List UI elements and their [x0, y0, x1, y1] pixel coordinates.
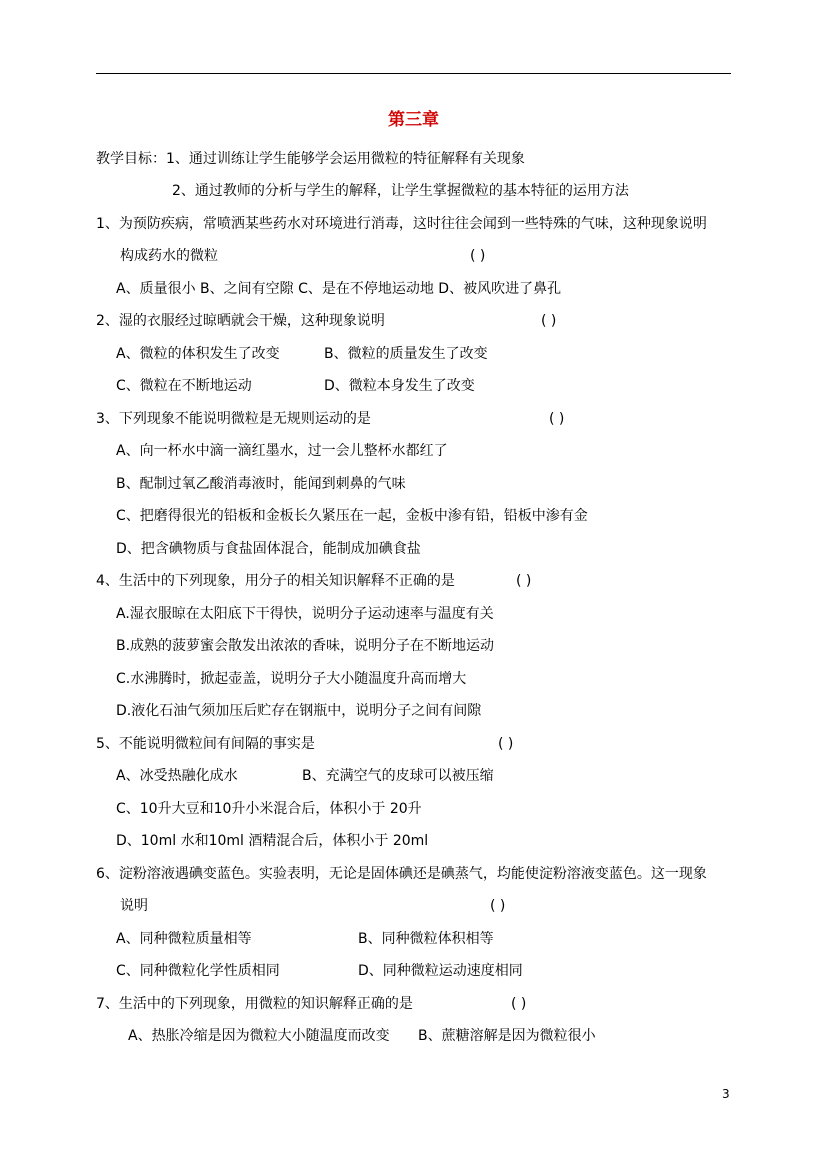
- question-6-option-d: D、同种微粒运动速度相同: [358, 963, 523, 979]
- question-5-option-d: D、10ml 水和10ml 酒精混合后，体积小于 20ml: [116, 833, 429, 849]
- question-6-stem: 6、淀粉溶液遇碘变蓝色。实验表明，无论是固体碘还是碘蒸气，均能使淀粉溶液变蓝色。这一现象: [96, 866, 707, 882]
- question-1-answer-blank: ( ): [470, 248, 486, 264]
- question-2-option-a: A、微粒的体积发生了改变: [116, 346, 280, 362]
- question-2-stem: 2、湿的衣服经过晾晒就会干燥，这种现象说明: [96, 313, 385, 329]
- question-3-answer-blank: ( ): [549, 411, 565, 427]
- chapter-title: 第三章: [388, 110, 439, 130]
- question-2-answer-blank: ( ): [541, 313, 557, 329]
- question-2-option-d: D、微粒本身发生了改变: [324, 378, 475, 394]
- objective-line-1: 教学目标：1、通过训练让学生能够学会运用微粒的特征解释有关现象: [96, 151, 525, 167]
- question-5-option-a: A、冰受热融化成水: [116, 768, 238, 784]
- question-1-options: A、质量很小 B、之间有空隙 C、是在不停地运动地 D、被风吹进了鼻孔: [116, 281, 562, 297]
- question-5-option-c: C、10升大豆和10升小米混合后，体积小于 20升: [116, 801, 422, 817]
- question-3-option-d: D、把含碘物质与食盐固体混合，能制成加碘食盐: [116, 541, 421, 557]
- question-3-option-a: A、向一杯水中滴一滴红墨水，过一会儿整杯水都红了: [116, 443, 448, 459]
- question-4-answer-blank: ( ): [516, 573, 532, 589]
- header-rule: [96, 73, 731, 74]
- question-7-stem: 7、生活中的下列现象，用微粒的知识解释正确的是: [96, 996, 413, 1012]
- question-4-option-a: A.湿衣服晾在太阳底下干得快，说明分子运动速率与温度有关: [116, 606, 494, 622]
- question-2-option-b: B、微粒的质量发生了改变: [324, 346, 488, 362]
- question-6-option-c: C、同种微粒化学性质相同: [116, 963, 280, 979]
- question-6-option-b: B、同种微粒体积相等: [358, 931, 494, 947]
- question-4-option-b: B.成熟的菠萝蜜会散发出浓浓的香味，说明分子在不断地运动: [116, 638, 495, 654]
- question-4-stem: 4、生活中的下列现象，用分子的相关知识解释不正确的是: [96, 573, 455, 589]
- question-5-stem: 5、不能说明微粒间有间隔的事实是: [96, 736, 315, 752]
- page-number: 3: [722, 1087, 730, 1101]
- objective-line-2: 2、通过教师的分析与学生的解释，让学生掌握微粒的基本特征的运用方法: [172, 183, 629, 199]
- question-7-answer-blank: ( ): [511, 996, 527, 1012]
- question-2-option-c: C、微粒在不断地运动: [116, 378, 252, 394]
- question-4-option-c: C.水沸腾时，掀起壶盖，说明分子大小随温度升高而增大: [116, 671, 467, 687]
- question-3-option-c: C、把磨得很光的铅板和金板长久紧压在一起，金板中渗有铅，铅板中渗有金: [116, 508, 588, 524]
- question-7-option-b: B、蔗糖溶解是因为微粒很小: [418, 1028, 596, 1044]
- question-1-stem-cont: 构成药水的微粒: [120, 248, 218, 264]
- question-6-answer-blank: ( ): [490, 898, 506, 914]
- question-6-option-a: A、同种微粒质量相等: [116, 931, 252, 947]
- question-6-stem-cont: 说明: [120, 898, 148, 914]
- question-1-stem: 1、为预防疾病，常喷洒某些药水对环境进行消毒，这时往往会闻到一些特殊的气味，这种现象说明: [96, 216, 707, 232]
- question-5-answer-blank: ( ): [498, 736, 514, 752]
- question-3-option-b: B、配制过氧乙酸消毒液时，能闻到刺鼻的气味: [116, 476, 406, 492]
- question-7-option-a: A、热胀冷缩是因为微粒大小随温度而改变: [128, 1028, 390, 1044]
- question-4-option-d: D.液化石油气须加压后贮存在钢瓶中，说明分子之间有间隙: [116, 703, 482, 719]
- question-5-option-b: B、充满空气的皮球可以被压缩: [302, 768, 494, 784]
- question-3-stem: 3、下列现象不能说明微粒是无规则运动的是: [96, 411, 371, 427]
